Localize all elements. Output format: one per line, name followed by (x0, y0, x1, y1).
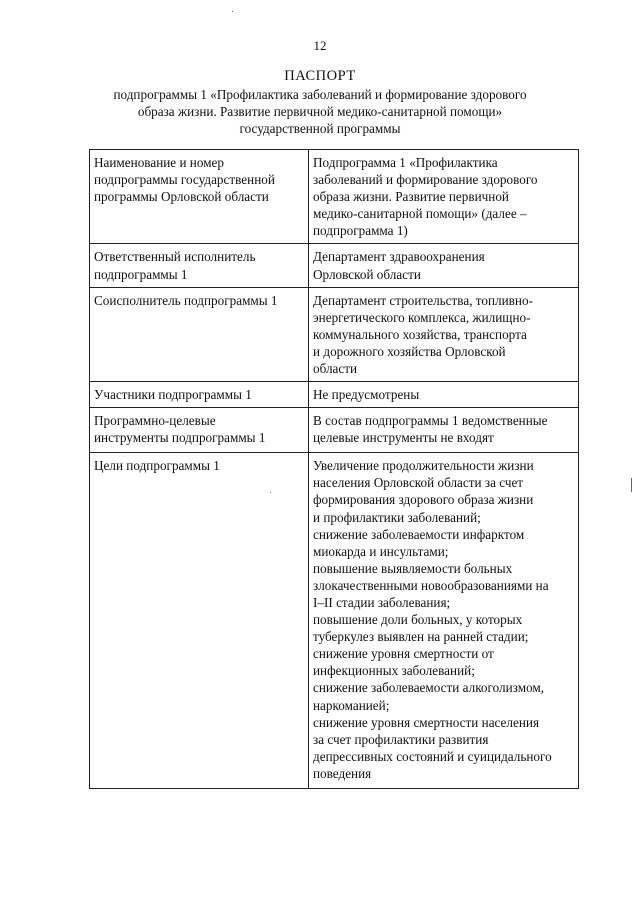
table-row (90, 382, 579, 408)
row-value: Увеличение продолжительности жизни населения Орловской области за счет формирования здорового образа жизни и профилактики заболеваний; снижение заболеваемости инфарктом миокарда и инсультами; повышение выявляемости больных злокачественными новообразованиями на I–II стадии заболевания; повышение доли больных, у которых туберкулез выявлен на ранней стадии; снижение уровня смертности от инфекционных заболеваний; снижение заболеваемости алкоголизмом, наркоманией; снижение уровня смертности населения за счет профилактики развития депрессивных состояний и суицидального поведения (309, 453, 579, 789)
scan-speck (232, 11, 233, 12)
row-label: Программно-целевые инструменты подпрограммы 1 (90, 408, 309, 453)
table-row (90, 150, 579, 244)
scan-speck (270, 492, 271, 493)
row-value: Не предусмотрены (309, 382, 579, 408)
row-label: Наименование и номер подпрограммы государственной программы Орловской области (90, 150, 309, 244)
scan-speck (631, 478, 632, 492)
row-label: Соисполнитель подпрограммы 1 (90, 287, 309, 381)
table-row (90, 287, 579, 381)
page-number: 12 (313, 38, 327, 53)
row-label: Участники подпрограммы 1 (90, 382, 309, 408)
row-value: В состав подпрограммы 1 ведомственные целевые инструменты не входят (309, 408, 579, 453)
row-value: Департамент здравоохранения Орловской области (309, 244, 579, 287)
table-row (90, 453, 579, 789)
document-subtitle: подпрограммы 1 «Профилактика заболеваний и формирование здорового образа жизни. Развитие первичной медико-санитарной помощи» государственной программы (113, 87, 527, 136)
row-value: Подпрограмма 1 «Профилактика заболеваний и формирование здорового образа жизни. Развитие первичной медико-санитарной помощи» (далее – подпрограмма 1) (309, 150, 579, 244)
table-row (90, 408, 579, 453)
row-value: Департамент строительства, топливно- энергетического комплекса, жилищно- коммунального хозяйства, транспорта и дорожного хозяйства Орловской области (309, 287, 579, 381)
row-label: Ответственный исполнитель подпрограммы 1 (90, 244, 309, 287)
document-title: ПАСПОРТ (284, 68, 356, 84)
passport-table (89, 149, 579, 789)
table-row (90, 244, 579, 287)
row-label: Цели подпрограммы 1 (90, 453, 309, 789)
